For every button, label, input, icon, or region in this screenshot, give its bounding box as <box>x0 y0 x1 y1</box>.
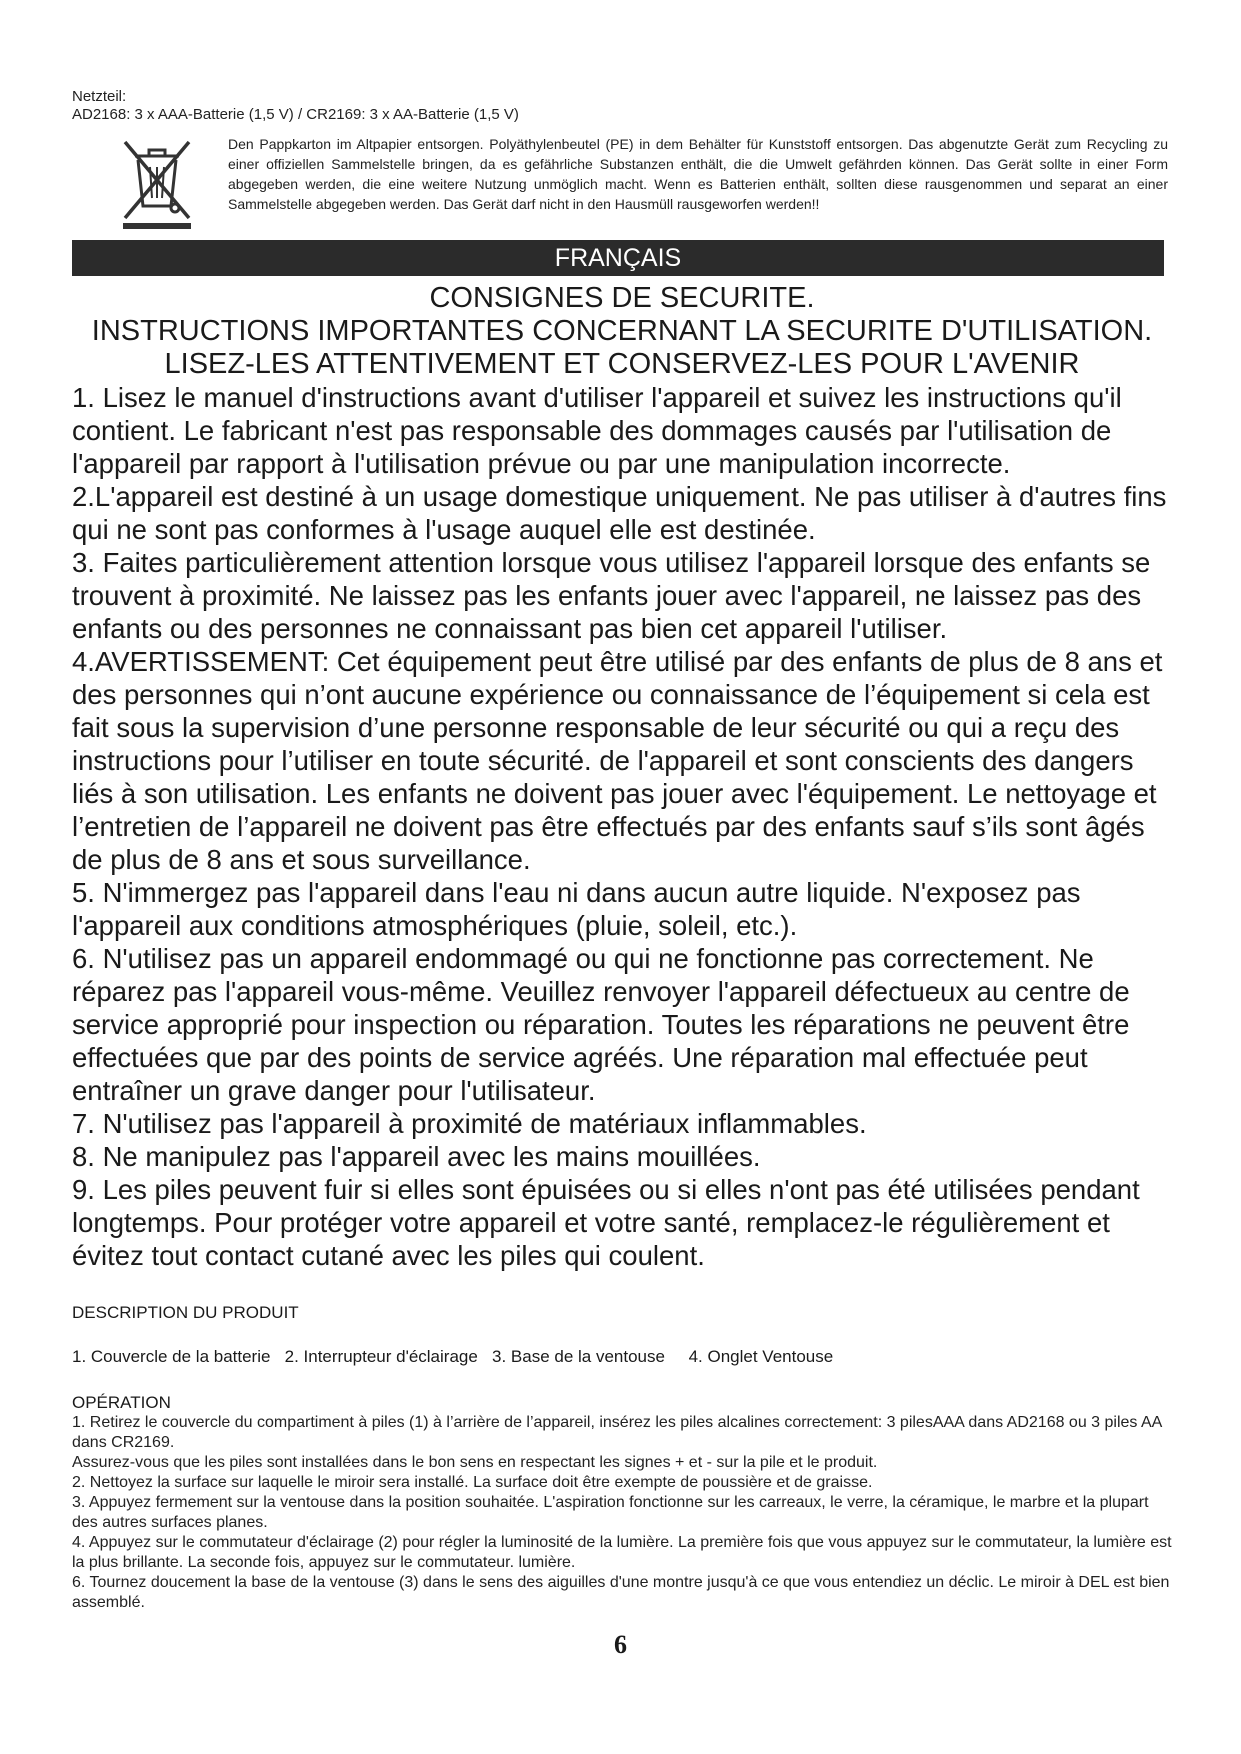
safety-rule: 3. Faites particulièrement attention lorsque vous utilisez l'appareil lorsque des enfants se trouvent à proximité. Ne laissez pas les enfants jouer avec l'appareil, ne laissez pas des enfants ou des personnes ne connaissant pas bien cet appareil l'utiliser. <box>72 547 1151 644</box>
safety-subheading: LISEZ-LES ATTENTIVEMENT ET CONSERVEZ-LES POUR L'AVENIR <box>164 348 1080 380</box>
safety-rule: 6. N'utilisez pas un appareil endommagé ou qui ne fonctionne pas correctement. Ne réparez pas l'appareil vous-même. Veuillez renvoyer l'appareil défectueux au centre de service approprié pour inspection ou réparation. Toutes les réparations ne peuvent être effectuées que par des points de service agréés. Une réparation mal effectuée peut entraîner un grave danger pour l'utilisateur. <box>72 943 1130 1106</box>
operation-section <box>72 1393 1172 1613</box>
operation-step: 1. Retirez le couvercle du compartiment à piles (1) à l’arrière de l’appareil, insérez les piles alcalines correctement: 3 pilesAAA dans AD2168 ou 3 piles AA dans CR2169. <box>72 1414 1162 1451</box>
operation-step: 2. Nettoyez la surface sur laquelle le miroir sera installé. La surface doit être exempte de poussière et de graisse. <box>72 1474 873 1491</box>
operation-step: 3. Appuyez fermement sur la ventouse dans la position souhaitée. L'aspiration fonctionne sur les carreaux, le verre, la céramique, le marbre et la plupart des autres surfaces planes. <box>72 1494 1149 1531</box>
safety-heading: CONSIGNES DE SECURITE. <box>429 282 815 314</box>
safety-rule: 2.L'appareil est destiné à un usage domestique uniquement. Ne pas utiliser à d'autres fins qui ne sont pas conformes à l'usage auquel elle est destinée. <box>72 481 1167 545</box>
operation-title: OPÉRATION <box>72 1393 171 1412</box>
disposal-text: Den Pappkarton im Altpapier entsorgen. Polyäthylenbeutel (PE) in dem Behälter für Kunststoff entsorgen. Das abgenutzte Gerät zum Recycling zu einer offiziellen Sammelstelle bringen, da es gefährliche Substanzen enthält, die die Umwelt gefährden können. Das Gerät sollte in einer Form abgegeben werden, die eine weitere Nutzung unmöglich macht. Wenn es Batterien enthält, sollten diese rausgenommen und separat an einer Sammelstelle abgegeben werden. Das Gerät darf nicht in den Hausmüll rausgeworfen werden!! <box>228 136 1168 212</box>
safety-rule: 1. Lisez le manuel d'instructions avant d'utiliser l'appareil et suivez les instructions qu'il contient. Le fabricant n'est pas responsable des dommages causés par l'utilisation de l'appareil par rapport à l'utilisation prévue ou par une manipulation incorrecte. <box>72 382 1122 479</box>
power-supply-label: Netzteil: <box>72 88 127 105</box>
page-number: 6 <box>614 1630 627 1659</box>
safety-rule: 8. Ne manipulez pas l'appareil avec les mains mouillées. <box>72 1141 761 1172</box>
power-supply-value: AD2168: 3 x AAA-Batterie (1,5 V) / CR2169: 3 x AA-Batterie (1,5 V) <box>72 106 519 123</box>
operation-step: Assurez-vous que les piles sont installées dans le bon sens en respectant les signes + et - sur la pile et le produit. <box>72 1454 878 1471</box>
safety-rule: 9. Les piles peuvent fuir si elles sont épuisées ou si elles n'ont pas été utilisées pendant longtemps. Pour protéger votre appareil et votre santé, remplacez-le régulièrement et évitez tout contact cutané avec les piles qui coulent. <box>72 1174 1140 1271</box>
part-item: 4. Onglet Ventouse <box>688 1347 834 1366</box>
operation-step: 4. Appuyez sur le commutateur d'éclairage (2) pour régler la luminosité de la lumière. La première fois que vous appuyez sur le commutateur, la lumière est la plus brillante. La seconde fois, appuyez sur le commutateur. lumière. <box>72 1534 1172 1571</box>
safety-section <box>72 282 1172 1272</box>
part-item: 3. Base de la ventouse <box>492 1347 665 1366</box>
part-item: 1. Couvercle de la batterie <box>72 1347 271 1366</box>
crossed-out-wheelie-bin-icon <box>117 134 197 229</box>
product-description-title: DESCRIPTION DU PRODUIT <box>72 1303 299 1322</box>
safety-subheading: INSTRUCTIONS IMPORTANTES CONCERNANT LA SECURITE D'UTILISATION. <box>91 315 1153 347</box>
part-item: 2. Interrupteur d'éclairage <box>284 1347 478 1366</box>
language-banner: FRANÇAIS <box>72 240 1164 276</box>
safety-rule: 5. N'immergez pas l'appareil dans l'eau ni dans aucun autre liquide. N'exposez pas l'appareil aux conditions atmosphériques (pluie, soleil, etc.). <box>72 877 1081 941</box>
safety-rule: 7. N'utilisez pas l'appareil à proximité de matériaux inflammables. <box>72 1108 867 1139</box>
power-supply <box>72 88 1172 124</box>
operation-step: 6. Tournez doucement la base de la ventouse (3) dans le sens des aiguilles d'une montre jusqu'à ce que vous entendiez un déclic. Le miroir à DEL est bien assemblé. <box>72 1574 1170 1611</box>
product-parts-list <box>72 1347 1172 1367</box>
safety-rule: 4.AVERTISSEMENT: Cet équipement peut être utilisé par des enfants de plus de 8 ans et des personnes qui n’ont aucune expérience ou connaissance de l’équipement si cela est fait sous la supervision d’une personne responsable de leur sécurité ou qui a reçu des instructions pour l’utiliser en toute sécurité. de l'appareil et sont conscients des dangers liés à son utilisation. Les enfants ne doivent pas jouer avec l'équipement. Le nettoyage et l’entretien de l’appareil ne doivent pas être effectués par des enfants sauf s’ils sont âgés de plus de 8 ans et sous surveillance. <box>72 646 1163 875</box>
